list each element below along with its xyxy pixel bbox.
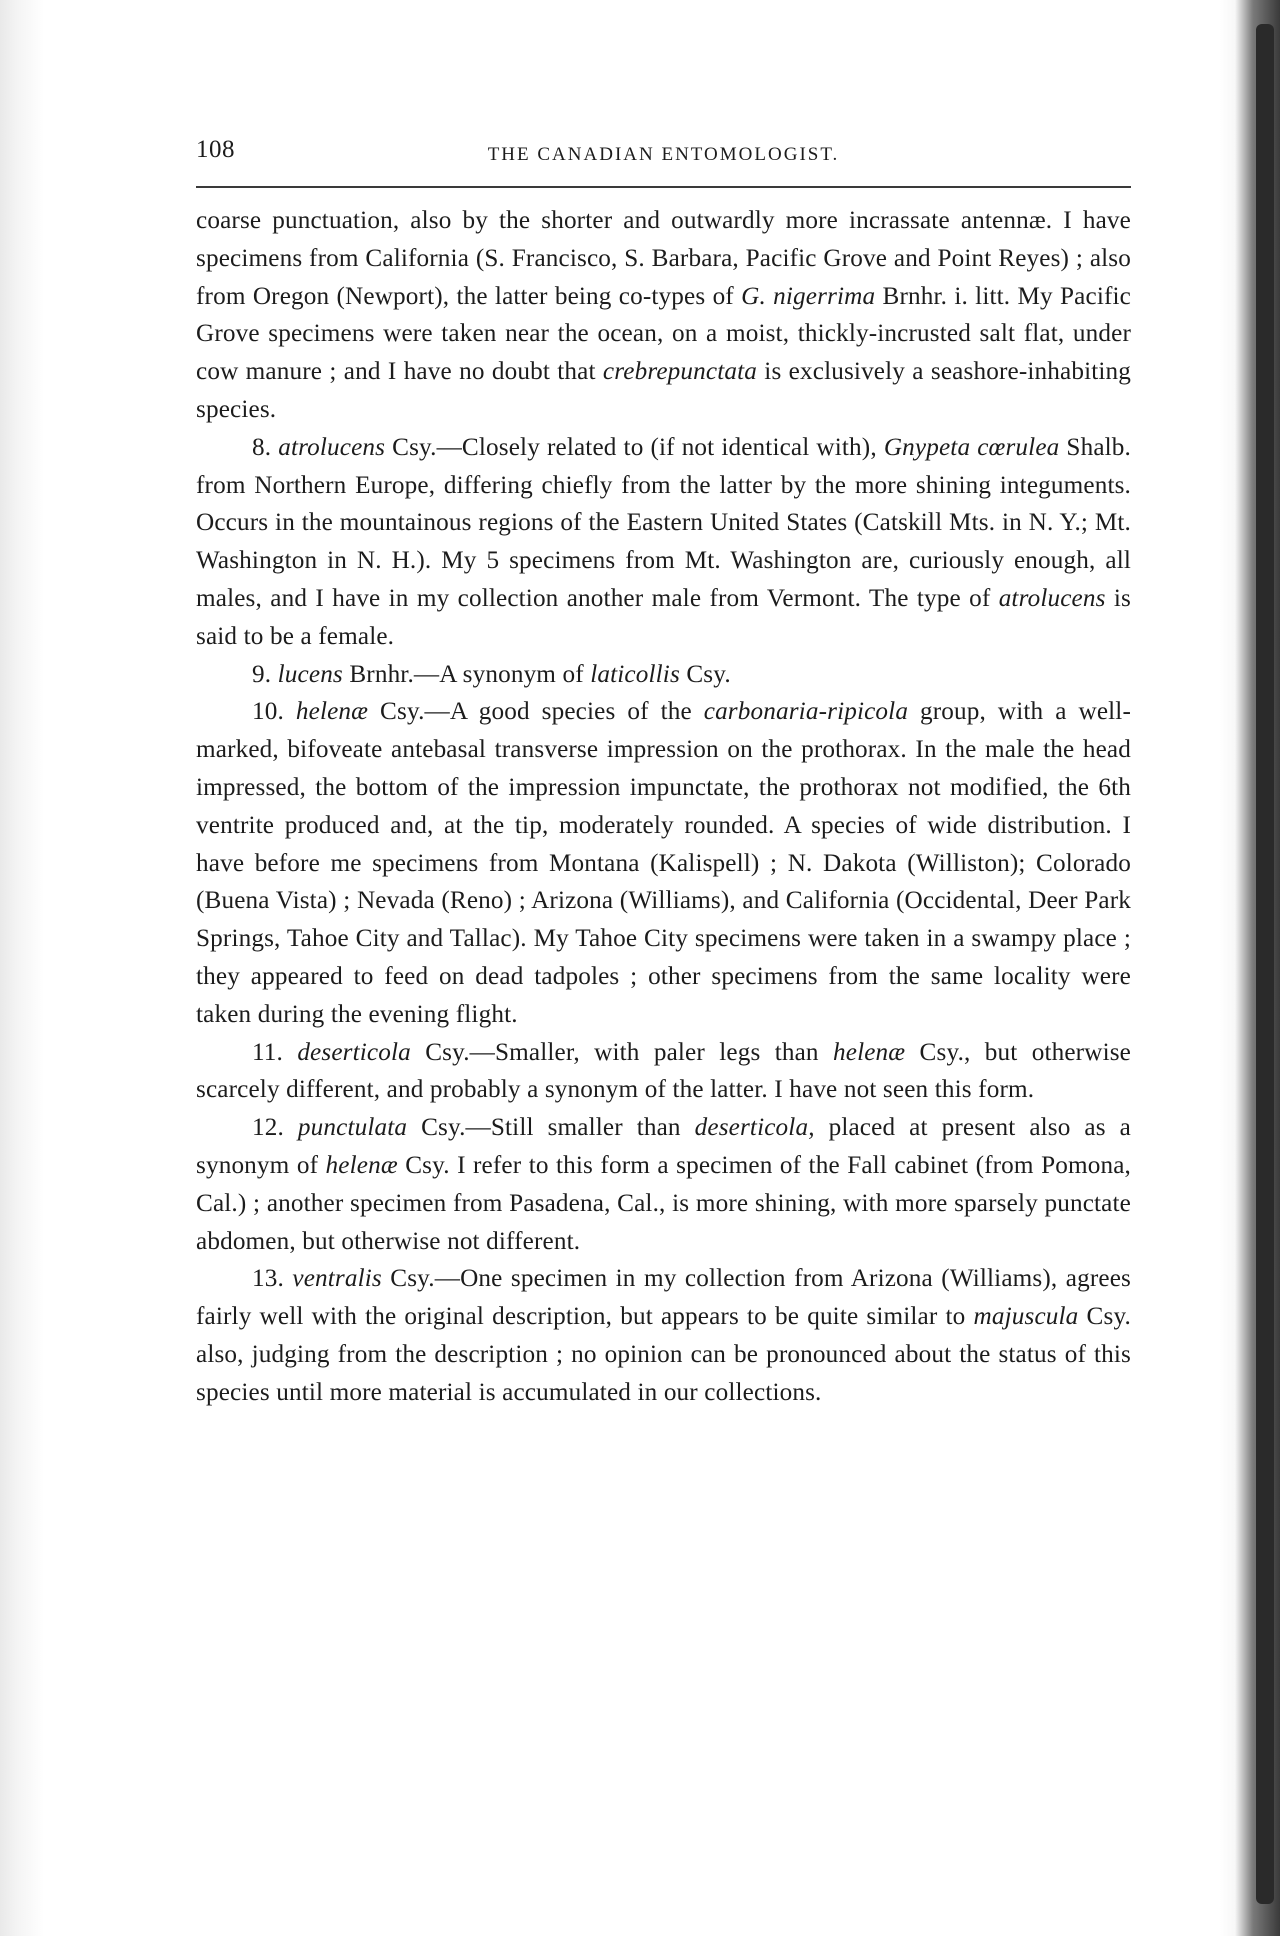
book-spine-shadow [1220,0,1280,1936]
species-name: G. nigerrima [741,282,876,310]
text-run: Csy., but otherwise scarcely different, and probably a synonym of the latter. I have not seen this form. [196,1038,1131,1104]
running-head [196,130,1131,188]
entry-number: 9. [252,660,278,688]
species-name: crebrepunctata [602,358,758,386]
entry-number: 8. [252,433,279,461]
text-run: Csy.—Closely related to (if not identical with), [385,433,884,461]
entry-number: 11. [252,1038,298,1066]
paragraph-entry-13 [196,1260,1131,1411]
species-name: ventralis [292,1265,382,1293]
species-name: helenæ [295,698,369,726]
paragraph-entry-10 [196,693,1131,1033]
book-page [196,130,1131,1412]
text-run: Shalb. from Northern Europe, differing chiefly from the latter by the more shining integuments. Occurs in the mountainous regions of the Eastern United States (Catskill Mts. in N. Y.; Mt. Washington in N. H.). My 5 specimens from Mt. Washington are, curiously enough, all males, and I have in my collection another male from Vermont. The type of [196,433,1131,612]
text-run: is exclusively a seashore-inhabiting species. [196,358,1131,423]
text-run: placed at present also as a synonym of [196,1114,1131,1179]
text-run: Csy.—Smaller, with paler legs than [410,1038,833,1066]
species-name: atrolucens [998,584,1106,612]
species-name: helenæ [833,1038,906,1066]
species-name: majuscula [973,1303,1079,1331]
species-name: lucens [277,660,343,688]
text-run: Csy. also, judging from the description ; no opinion can be pronounced about the status of this species until more material is accumulated in our collections. [196,1303,1131,1406]
journal-title: THE CANADIAN ENTOMOLOGIST. [487,144,840,165]
paragraph-entry-9 [196,656,1131,694]
paragraph-continuation [196,202,1131,429]
species-name: helenæ [325,1151,398,1179]
scan-left-edge [0,0,44,1936]
species-name: carbonaria-ripicola [703,698,909,726]
paragraph-entry-8 [196,429,1131,656]
entry-number: 12. [252,1114,298,1142]
species-name: laticollis [590,660,680,688]
page-number: 108 [196,136,235,163]
text-run: group, with a well-marked, bifoveate antebasal transverse impression on the prothorax. In the male the head impressed, the bottom of the impression impunctate, the prothorax not modified, the 6th ventrite produced and, at the tip, moderately rounded. A species of wide distribution. I have before me specimens from Montana (Kalispell) ; N. Dakota (Williston); Colorado (Buena Vista) ; Nevada (Reno) ; Arizona (Williams), and California (Occidental, Deer Park Springs, Tahoe City and Tallac). My Tahoe City specimens were taken in a swampy place ; they appeared to feed on dead tadpoles ; other specimens from the same locality were taken during the evening flight. [196,698,1131,1028]
entry-number: 10. [252,698,296,726]
text-run: Csy.—One specimen in my collection from Arizona (Williams), agrees fairly well with the original description, but appears to be quite similar to [196,1265,1131,1331]
species-name: Gnypeta cœrulea [883,433,1060,461]
paragraph-entry-12 [196,1109,1131,1260]
species-name: deserticola [297,1038,411,1066]
species-name: deserticola, [694,1114,815,1142]
text-run: Csy.—A good species of the [368,698,704,726]
species-name: atrolucens [278,433,386,461]
text-run: Brnhr. i. litt. My Pacific Grove specimens were taken near the ocean, on a moist, thickly-incrusted salt flat, under cow manure ; and I have no doubt that [196,282,1131,386]
text-run: Csy. [679,660,731,688]
paragraph-entry-11 [196,1034,1131,1110]
species-name: punctulata [297,1114,408,1142]
text-run: is said to be a female. [196,584,1131,650]
entry-number: 13. [252,1265,293,1293]
body-text [196,202,1131,1412]
text-run: coarse punctuation, also by the shorter and outwardly more incrassate antennæ. I have specimens from California (S. Francisco, S. Barbara, Pacific Grove and Point Reyes) ; also from Oregon (Newport), the latter being co-types of [196,207,1131,310]
text-run: Brnhr.—A synonym of [342,660,591,688]
book-spine [1256,24,1274,1904]
text-run: Csy. I refer to this form a specimen of the Fall cabinet (from Pomona, Cal.) ; another specimen from Pasadena, Cal., is more shining, with more sparsely punctate abdomen, but otherwise not different. [196,1151,1131,1255]
text-run: Csy.—Still smaller than [407,1114,695,1142]
